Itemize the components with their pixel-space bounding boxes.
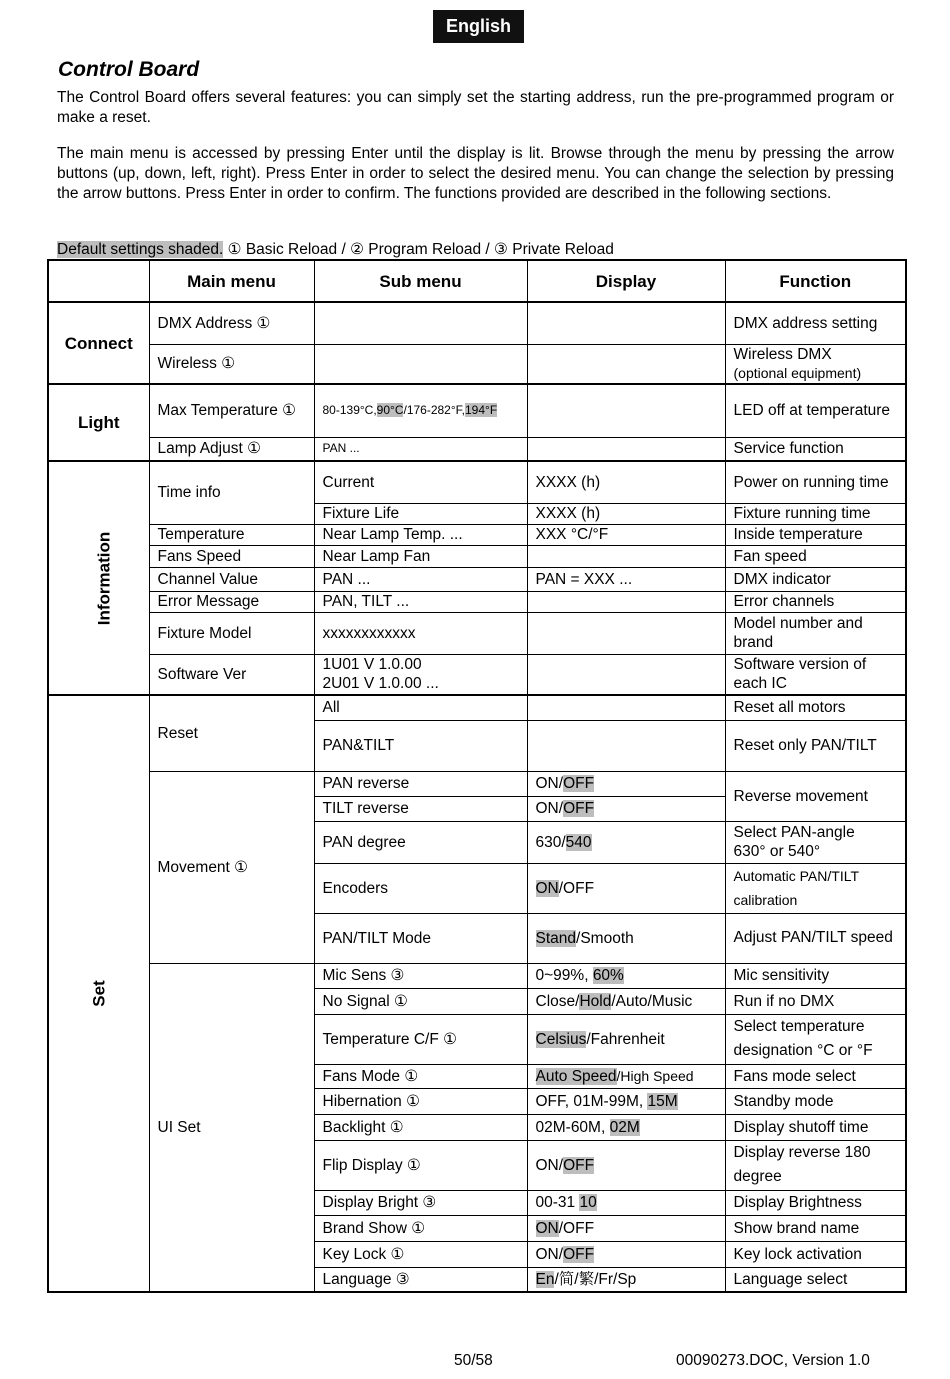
display-cell — [527, 654, 725, 695]
display-cell — [527, 1267, 725, 1292]
section-title: Control Board — [58, 58, 200, 81]
group-information-label: Information — [94, 531, 114, 625]
default-auto-speed: Auto Speed — [535, 1067, 617, 1085]
table-row — [48, 461, 906, 503]
option-auto-music: /Auto/Music — [611, 992, 693, 1010]
display-cell — [527, 612, 725, 654]
function-cell: Service function — [725, 437, 906, 461]
table-row — [48, 545, 906, 567]
default-celsius: Celsius — [535, 1030, 587, 1048]
function-cell: Display shutoff time — [725, 1114, 906, 1140]
table-row — [48, 567, 906, 591]
table-row — [48, 612, 906, 654]
intro-paragraph: The Control Board offers several features: you can simply set the starting address, run the pre-programmed program or make a reset. — [57, 89, 894, 126]
sub-menu-cell: TILT reverse — [314, 796, 527, 821]
sub-menu-cell: Mic Sens ③ — [314, 963, 527, 988]
main-menu-cell: Channel Value — [149, 567, 314, 591]
sub-menu-cell: All — [314, 695, 527, 720]
table-header-row — [48, 260, 906, 302]
page-number: 50/58 — [454, 1352, 493, 1369]
sub-menu-cell — [314, 302, 527, 344]
sub-menu-cell: Display Bright ③ — [314, 1190, 527, 1215]
function-cell: Fixture running time — [725, 503, 906, 524]
group-set — [48, 695, 149, 1292]
sub-menu-cell: Encoders — [314, 863, 527, 913]
default-en: En — [535, 1270, 555, 1288]
display-cell — [527, 591, 725, 612]
default-540: 540 — [565, 833, 592, 851]
sub-menu-cell: PAN&TILT — [314, 720, 527, 771]
display-cell — [527, 1215, 725, 1241]
shaded-legend-text: Default settings shaded. — [57, 241, 224, 258]
sub-menu-cell: PAN ... — [314, 437, 527, 461]
function-cell: Display Brightness — [725, 1190, 906, 1215]
sub-menu-cell: xxxxxxxxxxxx — [314, 612, 527, 654]
default-02m: 02M — [609, 1118, 640, 1136]
option-fahrenheit: /Fahrenheit — [586, 1030, 665, 1048]
document-version: 00090273.DOC, Version 1.0 — [676, 1352, 870, 1369]
function-cell — [725, 821, 906, 863]
group-information — [48, 461, 149, 695]
option-range: 00-31 — [535, 1194, 580, 1211]
display-cell: PAN = XXX ... — [527, 567, 725, 591]
sub-menu-cell: PAN ... — [314, 567, 527, 591]
default-fahrenheit: 194°F — [465, 403, 498, 418]
main-menu-cell: Lamp Adjust ① — [149, 437, 314, 461]
function-cell: Fan speed — [725, 545, 906, 567]
display-cell — [527, 1241, 725, 1267]
option-on: ON/ — [535, 775, 564, 792]
default-on: ON — [535, 1219, 559, 1237]
main-menu-cell: UI Set — [149, 963, 314, 1292]
display-cell — [527, 821, 725, 863]
sub-menu-cell: Near Lamp Fan — [314, 545, 527, 567]
default-off: OFF — [563, 775, 595, 792]
function-cell: Reset all motors — [725, 695, 906, 720]
language-badge: English — [433, 10, 524, 43]
display-cell — [527, 1190, 725, 1215]
header-display: Display — [527, 260, 725, 302]
display-cell — [527, 384, 725, 437]
software-line-1: 1U01 V 1.0.00 — [322, 656, 422, 674]
software-line-2: 2U01 V 1.0.00 ... — [322, 675, 439, 693]
sub-menu-cell: No Signal ① — [314, 988, 527, 1014]
sub-menu-cell: PAN reverse — [314, 771, 527, 796]
main-menu-cell: Software Ver — [149, 654, 314, 695]
function-cell: Error channels — [725, 591, 906, 612]
function-cell: Key lock activation — [725, 1241, 906, 1267]
function-cell: Software version of each IC — [725, 654, 906, 695]
function-cell: Adjust PAN/TILT speed — [725, 913, 906, 963]
main-menu-cell: Time info — [149, 461, 314, 524]
option-630: 630/ — [535, 833, 566, 851]
main-menu-cell: Error Message — [149, 591, 314, 612]
function-cell: Run if no DMX — [725, 988, 906, 1014]
function-line-1: Select PAN-angle — [733, 824, 855, 841]
option-off: /OFF — [558, 1219, 595, 1237]
header-main-menu: Main menu — [149, 260, 314, 302]
function-line-2: 630° or 540° — [733, 843, 821, 860]
default-celsius: 90°C — [376, 403, 404, 418]
group-light: Light — [48, 384, 149, 461]
option-high-speed: /High Speed — [616, 1067, 694, 1084]
function-cell: Inside temperature — [725, 524, 906, 545]
header-function: Function — [725, 260, 906, 302]
sub-menu-cell: Brand Show ① — [314, 1215, 527, 1241]
function-cell: Fans mode select — [725, 1064, 906, 1088]
default-10: 10 — [579, 1194, 597, 1211]
option-smooth: /Smooth — [576, 929, 634, 947]
sub-menu-cell: Hibernation ① — [314, 1088, 527, 1114]
main-menu-cell: Temperature — [149, 524, 314, 545]
default-on: ON — [535, 879, 559, 897]
table-row — [48, 524, 906, 545]
function-cell: Reset only PAN/TILT — [725, 720, 906, 771]
function-cell: Language select — [725, 1267, 906, 1292]
display-cell — [527, 1088, 725, 1114]
option-on: ON/ — [535, 1156, 564, 1174]
sub-menu-cell: Current — [314, 461, 527, 503]
reload-legend-text: ① Basic Reload / ② Program Reload / ③ Private Reload — [223, 241, 614, 258]
table-row — [48, 771, 906, 796]
function-cell — [725, 344, 906, 384]
default-hold: Hold — [579, 992, 612, 1010]
display-cell: XXX °C/°F — [527, 524, 725, 545]
main-menu-cell: Movement ① — [149, 771, 314, 963]
display-cell — [527, 1014, 725, 1064]
sub-menu-cell: Near Lamp Temp. ... — [314, 524, 527, 545]
table-row — [48, 437, 906, 461]
group-set-label: Set — [89, 980, 109, 1007]
display-cell — [527, 720, 725, 771]
function-cell: Show brand name — [725, 1215, 906, 1241]
display-cell — [527, 1140, 725, 1190]
default-off: OFF — [563, 800, 595, 817]
option-close: Close/ — [535, 992, 580, 1010]
function-cell: Select temperature designation °C or °F — [725, 1014, 906, 1064]
function-cell: Model number and brand — [725, 612, 906, 654]
sub-menu-cell: PAN/TILT Mode — [314, 913, 527, 963]
display-cell — [527, 437, 725, 461]
default-off: OFF — [563, 1245, 595, 1263]
sub-menu-cell: Language ③ — [314, 1267, 527, 1292]
display-cell — [527, 1114, 725, 1140]
default-60: 60% — [592, 967, 624, 984]
group-connect: Connect — [48, 302, 149, 384]
display-cell — [527, 1064, 725, 1088]
main-menu-cell: Wireless ① — [149, 344, 314, 384]
temp-range-c: 80-139°C, — [322, 403, 377, 418]
default-15m: 15M — [647, 1092, 678, 1110]
table-row — [48, 302, 906, 344]
default-off: OFF — [563, 1156, 595, 1174]
option-languages: /简/繁/Fr/Sp — [554, 1270, 637, 1288]
sub-menu-cell — [314, 654, 527, 695]
display-cell — [527, 344, 725, 384]
sub-menu-cell: Flip Display ① — [314, 1140, 527, 1190]
sub-menu-cell: PAN, TILT ... — [314, 591, 527, 612]
display-cell — [527, 545, 725, 567]
function-cell: Automatic PAN/TILT calibration — [725, 863, 906, 913]
header-sub-menu: Sub menu — [314, 260, 527, 302]
sub-menu-cell: Fans Mode ① — [314, 1064, 527, 1088]
function-cell: Display reverse 180 degree — [725, 1140, 906, 1190]
display-cell — [527, 913, 725, 963]
table-row — [48, 591, 906, 612]
header-blank — [48, 260, 149, 302]
option-on: ON/ — [535, 1245, 564, 1263]
menu-paragraph: The main menu is accessed by pressing Enter until the display is lit. Browse through the menu by pressing the arrow buttons (up, down, left, right). Press Enter in order to select the desired menu. You can change the selection by pressing the arrow buttons. Press Enter in order to confirm. The functions provided are described in the following sections. — [57, 145, 894, 202]
main-menu-cell: Fixture Model — [149, 612, 314, 654]
function-cell: Standby mode — [725, 1088, 906, 1114]
option-range: 02M-60M, — [535, 1118, 610, 1136]
table-row — [48, 384, 906, 437]
display-cell — [527, 963, 725, 988]
function-note: (optional equipment) — [733, 364, 862, 381]
option-off: /OFF — [558, 879, 595, 897]
sub-menu-cell: PAN degree — [314, 821, 527, 863]
function-cell: Power on running time — [725, 461, 906, 503]
display-cell — [527, 796, 725, 821]
sub-menu-cell — [314, 384, 527, 437]
main-menu-cell: DMX Address ① — [149, 302, 314, 344]
shading-legend — [57, 240, 614, 260]
function-cell: DMX indicator — [725, 567, 906, 591]
table-row — [48, 963, 906, 988]
function-cell: LED off at temperature — [725, 384, 906, 437]
main-menu-cell: Reset — [149, 695, 314, 771]
function-cell: Mic sensitivity — [725, 963, 906, 988]
option-range: OFF, 01M-99M, — [535, 1092, 648, 1110]
sub-menu-cell: Backlight ① — [314, 1114, 527, 1140]
default-stand: Stand — [535, 929, 577, 947]
sub-menu-cell — [314, 344, 527, 384]
display-cell: XXXX (h) — [527, 503, 725, 524]
display-cell — [527, 771, 725, 796]
display-cell — [527, 863, 725, 913]
sub-menu-cell: Key Lock ① — [314, 1241, 527, 1267]
function-text: Wireless DMX — [733, 345, 832, 363]
sub-menu-cell: Temperature C/F ① — [314, 1014, 527, 1064]
display-cell — [527, 695, 725, 720]
control-board-table — [47, 259, 907, 1293]
main-menu-cell: Fans Speed — [149, 545, 314, 567]
function-cell: Reverse movement — [725, 771, 906, 821]
sub-menu-cell: Fixture Life — [314, 503, 527, 524]
table-row — [48, 654, 906, 695]
option-range: 0~99%, — [535, 967, 593, 984]
temp-range-f: /176-282°F, — [403, 403, 465, 418]
display-cell — [527, 302, 725, 344]
table-row — [48, 695, 906, 720]
main-menu-cell: Max Temperature ① — [149, 384, 314, 437]
option-on: ON/ — [535, 800, 564, 817]
table-row — [48, 344, 906, 384]
display-cell: XXXX (h) — [527, 461, 725, 503]
display-cell — [527, 988, 725, 1014]
function-cell: DMX address setting — [725, 302, 906, 344]
